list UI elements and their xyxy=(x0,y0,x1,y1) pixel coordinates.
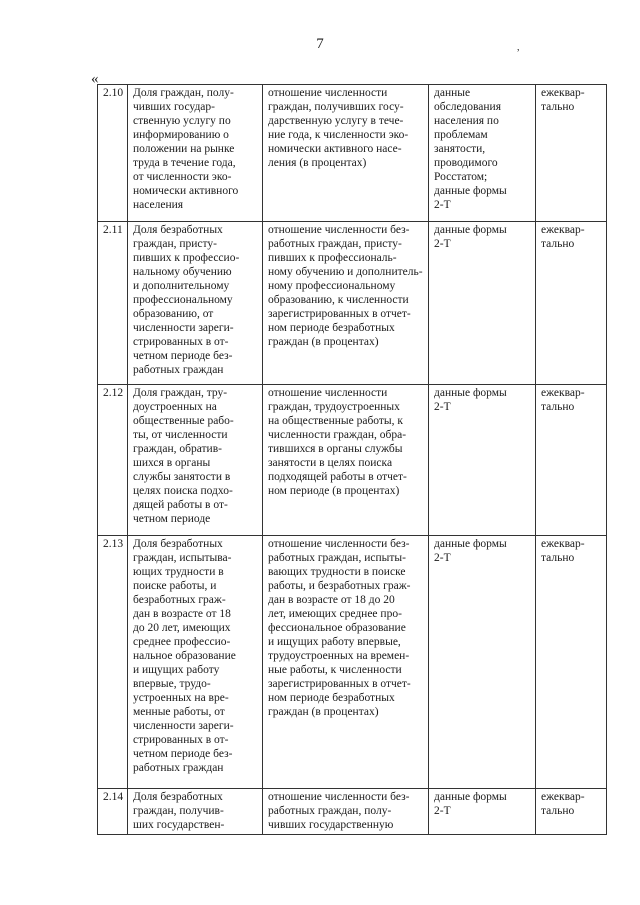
data-source-cell: данные формы 2-Т xyxy=(429,385,536,536)
page-number: 7 xyxy=(316,36,324,52)
periodicity-cell: ежеквар- тально xyxy=(536,536,607,789)
data-source-cell: данные формы 2-Т xyxy=(429,789,536,835)
periodicity-cell: ежеквар- тально xyxy=(536,222,607,385)
row-number: 2.12 xyxy=(98,385,128,536)
periodicity-cell: ежеквар- тально xyxy=(536,789,607,835)
row-number: 2.10 xyxy=(98,85,128,222)
open-quote-mark: « xyxy=(91,71,99,87)
data-source-cell: данные формы 2-Т xyxy=(429,222,536,385)
table-row xyxy=(98,536,607,789)
indicator-cell: Доля безработных граждан, получив- ших государствен- xyxy=(128,789,263,835)
calculation-method-cell: отношение численности граждан, получивших госу- дарственную услугу в тече- ние года, к численности эко- номически активного насе- ления (в процентах) xyxy=(263,85,429,222)
calculation-method-cell: отношение численности без- работных граждан, испыты- вающих трудности в поиске работы, и безработных граж- дан в возрасте от 18 до 20 лет, имеющих среднее про- фессиональное образование и ищущих работу впервые, трудоустроенных на времен- ные работы, к численности зарегистрированных в отчет- ном периоде безработных граждан (в процентах) xyxy=(263,536,429,789)
indicator-cell: Доля безработных граждан, присту- пивших к профессио- нальному обучению и дополнительному профессиональному образованию, от численности зареги- стрированных в от- четном периоде без- работных граждан xyxy=(128,222,263,385)
indicator-cell: Доля граждан, полу- чивших государ- ственную услугу по информированию о положении на рынке труда в течение года, от численности эко- номически активного населения xyxy=(128,85,263,222)
data-source-cell: данные формы 2-Т xyxy=(429,536,536,789)
row-number: 2.11 xyxy=(98,222,128,385)
corner-mark: , xyxy=(517,42,520,53)
table-row xyxy=(98,385,607,536)
indicator-cell: Доля безработных граждан, испытыва- ющих трудности в поиске работы, и безработных граж- дан в возрасте от 18 до 20 лет, имеющих среднее профессио- нальное образование и ищущих работу впервые, трудо- устроенных на вре- менные работы, от численности зареги- стрированных в от- четном периоде без- работных граждан xyxy=(128,536,263,789)
table-row xyxy=(98,85,607,222)
periodicity-cell: ежеквар- тально xyxy=(536,385,607,536)
indicators-table xyxy=(97,84,607,835)
row-number: 2.13 xyxy=(98,536,128,789)
table-row xyxy=(98,222,607,385)
row-number: 2.14 xyxy=(98,789,128,835)
table-row xyxy=(98,789,607,835)
data-source-cell: данные обследования населения по проблемам занятости, проводимого Росстатом; данные формы 2-Т xyxy=(429,85,536,222)
calculation-method-cell: отношение численности граждан, трудоустроенных на общественные работы, к численности граждан, обра- тившихся в органы службы занятости в целях поиска подходящей работы в отчет- ном периоде (в процентах) xyxy=(263,385,429,536)
periodicity-cell: ежеквар- тально xyxy=(536,85,607,222)
indicator-cell: Доля граждан, тру- доустроенных на общественные рабо- ты, от численности граждан, обратив- шихся в органы службы занятости в целях поиска подхо- дящей работы в от- четном периоде xyxy=(128,385,263,536)
calculation-method-cell: отношение численности без- работных граждан, присту- пивших к профессиональ- ному обучению и дополнитель- ному профессиональному образованию, к численности зарегистрированных в отчет- ном периоде безработных граждан (в процентах) xyxy=(263,222,429,385)
calculation-method-cell: отношение численности без- работных граждан, полу- чивших государственную xyxy=(263,789,429,835)
